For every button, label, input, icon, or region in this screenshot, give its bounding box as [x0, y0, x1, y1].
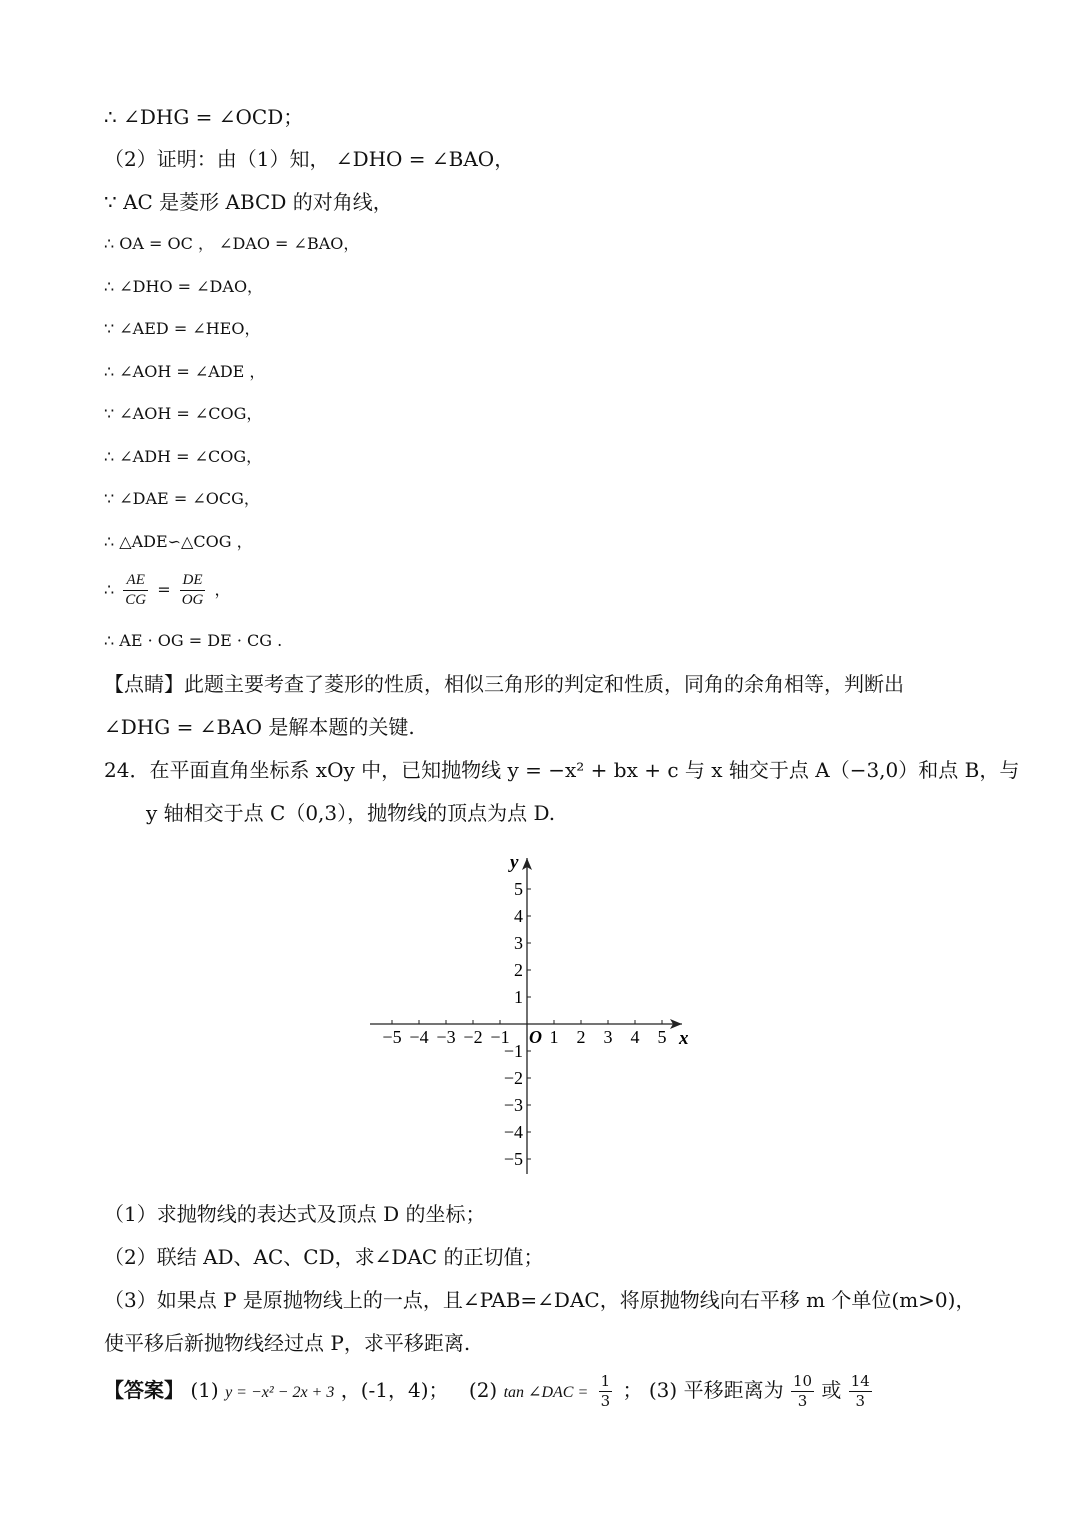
proof-step-10: ∵ ∠DAE = ∠OCG，	[104, 489, 260, 508]
y-tick-label: −5	[503, 1149, 523, 1169]
comment-line-2: ∠DHG = ∠BAO 是解本题的关键.	[104, 715, 415, 739]
answer-part2-suffix: ；	[622, 1378, 643, 1402]
answer-part3-prefix: (3)	[648, 1378, 678, 1402]
answer-part3-or: 或	[821, 1378, 842, 1402]
answer-part2-expression: tan ∠DAC =	[503, 1384, 589, 1401]
coordinate-graph	[360, 848, 700, 1178]
fraction-ten-thirds	[791, 1372, 814, 1411]
fraction-de-og	[180, 571, 206, 610]
answer-part1-expression: y = −x² − 2x + 3	[225, 1384, 335, 1401]
x-axis-label: x	[679, 1028, 689, 1049]
y-tick-label: 4	[514, 906, 523, 926]
fraction-denominator: 3	[797, 1392, 808, 1410]
fraction-denominator: 3	[600, 1392, 611, 1410]
x-tick-label: 5	[657, 1027, 667, 1047]
proof-step-7: ∴ ∠AOH = ∠ADE ，	[104, 362, 266, 381]
answer-part2-prefix: (2)	[468, 1378, 498, 1402]
x-tick-label: −1	[490, 1027, 510, 1047]
comment-line-1: 【点睛】此题主要考查了菱形的性质，相似三角形的判定和性质，同角的余角相等，判断出	[104, 672, 904, 696]
fraction-numerator: DE	[180, 571, 206, 591]
fraction-one-third	[599, 1372, 613, 1411]
question-1: （1）求抛物线的表达式及顶点 D 的坐标；	[104, 1202, 486, 1226]
fraction-numerator: AE	[123, 571, 148, 591]
answer-part3-text: 平移距离为	[683, 1378, 784, 1402]
y-tick-label: 2	[514, 960, 523, 980]
y-axis-label: y	[510, 852, 519, 873]
product-step: ∴ AE · OG = DE · CG .	[104, 631, 283, 650]
x-tick-label: −4	[409, 1027, 429, 1047]
x-tick-label: −5	[382, 1027, 402, 1047]
answer-part1-vertex: ，(-1，4)；	[340, 1378, 449, 1402]
proof-step-8: ∵ ∠AOH = ∠COG，	[104, 404, 263, 423]
answer-label: 【答案】	[104, 1378, 184, 1402]
question-2: （2）联结 AD、AC、CD，求∠DAC 的正切值；	[104, 1245, 544, 1269]
x-tick-label: −2	[463, 1027, 483, 1047]
x-tick-label: −3	[436, 1027, 456, 1047]
x-tick-label: 4	[630, 1027, 640, 1047]
tick-labels	[382, 852, 689, 1169]
answer-line	[104, 1368, 873, 1415]
fraction-denominator: OG	[181, 592, 204, 608]
proof-step-11: ∴ △ADE∽△COG ，	[104, 532, 253, 551]
y-tick-label: 5	[514, 879, 523, 899]
problem-line-2: y 轴相交于点 C（0,3），抛物线的顶点为点 D.	[146, 801, 556, 825]
fraction-numerator: 14	[850, 1372, 870, 1390]
fraction-denominator: CG	[125, 592, 147, 608]
axes	[370, 858, 682, 1174]
ratio-prefix: ∴	[104, 580, 115, 599]
proof-step-5: ∴ ∠DHO = ∠DAO，	[104, 277, 264, 296]
fraction-fourteen-thirds	[849, 1372, 872, 1411]
x-tick-label: 3	[603, 1027, 613, 1047]
y-tick-label: −1	[503, 1041, 523, 1061]
question-3-continued: 使平移后新抛物线经过点 P，求平移距离.	[104, 1331, 471, 1355]
y-tick-label: 3	[514, 933, 523, 953]
x-tick-label: 2	[576, 1027, 586, 1047]
origin-label: O	[529, 1027, 542, 1047]
proof-step-2: （2）证明：由（1）知， ∠DHO = ∠BAO，	[104, 147, 515, 171]
y-tick-label: 1	[514, 987, 523, 1007]
proof-step-4: ∴ OA = OC ， ∠DAO = ∠BAO，	[104, 234, 360, 253]
proof-step-3: ∵ AC 是菱形 ABCD 的对角线，	[104, 190, 393, 214]
ratio-equals: =	[157, 580, 171, 599]
fraction-numerator: 10	[792, 1372, 813, 1390]
proof-step-1: ∴ ∠DHG = ∠OCD；	[104, 105, 304, 129]
ratio-suffix: ，	[214, 580, 231, 599]
y-tick-label: −4	[503, 1122, 523, 1142]
ratio-step	[104, 568, 231, 612]
fraction-ae-cg	[123, 571, 148, 610]
fraction-numerator: 1	[600, 1372, 611, 1390]
proof-step-6: ∵ ∠AED = ∠HEO，	[104, 319, 261, 338]
problem-line-1: 24．在平面直角坐标系 xOy 中，已知抛物线 y = −x² + bx + c 与 x 轴交于点 A（−3,0）和点 B，与	[104, 758, 1020, 782]
y-tick-label: −3	[503, 1095, 523, 1115]
fraction-denominator: 3	[855, 1392, 866, 1410]
y-tick-label: −2	[503, 1068, 523, 1088]
answer-part1-prefix: (1)	[190, 1378, 219, 1402]
question-3: （3）如果点 P 是原抛物线上的一点，且∠PAB=∠DAC，将原抛物线向右平移 m 个单位(m>0)，	[104, 1288, 976, 1312]
x-tick-label: 1	[549, 1027, 559, 1047]
proof-step-9: ∴ ∠ADH = ∠COG，	[104, 447, 263, 466]
